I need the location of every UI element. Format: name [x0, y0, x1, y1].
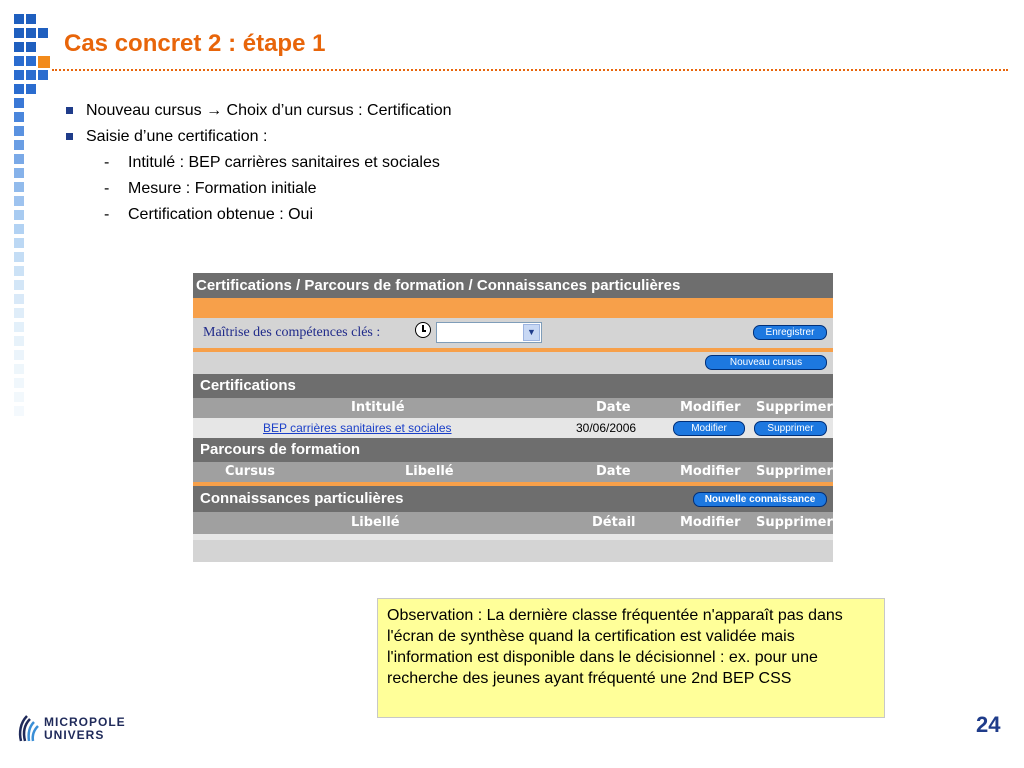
maitrise-label: Maîtrise des compétences clés : — [203, 325, 381, 340]
maitrise-row — [193, 318, 833, 348]
square-decor — [14, 308, 24, 318]
logo-text-line2: UNIVERS — [44, 728, 105, 742]
bullet-text: Saisie d’une certification : — [86, 128, 268, 145]
bullet-item — [66, 98, 452, 124]
square-decor-orange — [38, 56, 50, 68]
square-decor — [26, 42, 36, 52]
orange-band — [193, 298, 833, 318]
column-header-supprimer: Supprimer — [756, 400, 833, 415]
supprimer-button[interactable]: Supprimer — [754, 421, 827, 436]
square-decor — [14, 56, 24, 66]
sub-item — [66, 150, 452, 176]
column-header-supprimer: Supprimer — [756, 515, 833, 530]
column-header-modifier: Modifier — [680, 400, 741, 415]
square-decor — [14, 14, 24, 24]
table-row — [193, 418, 833, 438]
modifier-button[interactable]: Modifier — [673, 421, 745, 436]
column-header-intitule: Intitulé — [351, 400, 405, 415]
square-decor — [14, 84, 24, 94]
sub-item-text: Certification obtenue : Oui — [128, 206, 313, 223]
square-decor — [38, 28, 48, 38]
title-divider — [52, 69, 1008, 71]
square-decor — [26, 84, 36, 94]
column-header-modifier: Modifier — [680, 515, 741, 530]
certifications-column-headers — [193, 398, 833, 418]
square-decor — [14, 224, 24, 234]
connaissances-column-headers — [193, 512, 833, 534]
square-decor — [14, 140, 24, 150]
bullet-item — [66, 124, 452, 150]
square-decor — [14, 322, 24, 332]
dash-marker: - — [104, 180, 110, 197]
square-decor — [14, 238, 24, 248]
square-decor — [14, 154, 24, 164]
clock-icon[interactable] — [415, 322, 431, 338]
certifications-heading: Certifications — [193, 374, 833, 398]
square-decor — [14, 378, 24, 388]
column-header-detail: Détail — [592, 515, 636, 530]
column-header-date: Date — [596, 464, 631, 479]
nouvelle-connaissance-button[interactable]: Nouvelle connaissance — [693, 492, 827, 507]
column-header-date: Date — [596, 400, 631, 415]
square-decor — [14, 336, 24, 346]
square-decor — [14, 392, 24, 402]
logo-text-line1: MICROPOLE — [44, 715, 126, 729]
bullet-square-icon — [66, 107, 73, 114]
square-decor — [14, 98, 24, 108]
bottom-band — [193, 534, 833, 540]
square-decor — [14, 252, 24, 262]
square-decor — [26, 70, 36, 80]
column-header-cursus: Cursus — [225, 464, 275, 479]
square-decor — [26, 14, 36, 24]
nouveau-cursus-row — [193, 352, 833, 374]
square-decor — [14, 294, 24, 304]
dash-marker: - — [104, 206, 110, 223]
sub-item — [66, 176, 452, 202]
bullet-text: Nouveau cursus → Choix d’un cursus : Certification — [86, 102, 452, 119]
logo-mark-icon — [18, 713, 40, 743]
square-decor — [14, 182, 24, 192]
square-decor — [14, 350, 24, 360]
square-decor — [14, 406, 24, 416]
square-decor — [14, 70, 24, 80]
chevron-down-icon[interactable]: ▼ — [523, 324, 540, 341]
sub-item-text: Intitulé : BEP carrières sanitaires et sociales — [128, 154, 440, 171]
square-decor — [14, 28, 24, 38]
column-header-libelle: Libellé — [405, 464, 454, 479]
square-decor — [14, 266, 24, 276]
parcours-heading: Parcours de formation — [193, 438, 833, 462]
parcours-column-headers — [193, 462, 833, 482]
certification-link[interactable]: BEP carrières sanitaires et sociales — [263, 421, 452, 435]
square-decor — [26, 28, 36, 38]
column-header-supprimer: Supprimer — [756, 464, 833, 479]
square-decor — [14, 210, 24, 220]
square-decor — [14, 168, 24, 178]
slide-title: Cas concret 2 : étape 1 — [64, 30, 326, 57]
app-title: Certifications / Parcours de formation / Connaissances particulières — [193, 273, 833, 298]
connaissances-heading — [193, 486, 833, 512]
page-number: 24 — [976, 712, 1001, 737]
maitrise-select[interactable] — [436, 322, 542, 343]
bullet-list — [66, 98, 452, 228]
sub-item — [66, 202, 452, 228]
column-header-libelle: Libellé — [351, 515, 400, 530]
square-decor — [26, 56, 36, 66]
square-decor — [38, 70, 48, 80]
square-decor — [14, 364, 24, 374]
square-decor — [14, 42, 24, 52]
square-decor — [14, 126, 24, 136]
nouveau-cursus-button[interactable]: Nouveau cursus — [705, 355, 827, 370]
square-decor — [14, 280, 24, 290]
dash-marker: - — [104, 154, 110, 171]
column-header-modifier: Modifier — [680, 464, 741, 479]
enregistrer-button[interactable]: Enregistrer — [753, 325, 827, 340]
observation-note: Observation : La dernière classe fréquentée n'apparaît pas dans l'écran de synthèse quand la certification est validée mais l'information est disponible dans le décisionnel : ex. pour une recherche des jeunes ayant fréquenté une 2nd BEP CSS — [377, 598, 885, 718]
square-decor — [14, 112, 24, 122]
app-panel — [193, 273, 833, 562]
connaissances-heading-text: Connaissances particulières — [200, 490, 404, 507]
square-decor — [14, 196, 24, 206]
certification-date: 30/06/2006 — [576, 421, 637, 435]
sub-item-text: Mesure : Formation initiale — [128, 180, 317, 197]
bullet-square-icon — [66, 133, 73, 140]
